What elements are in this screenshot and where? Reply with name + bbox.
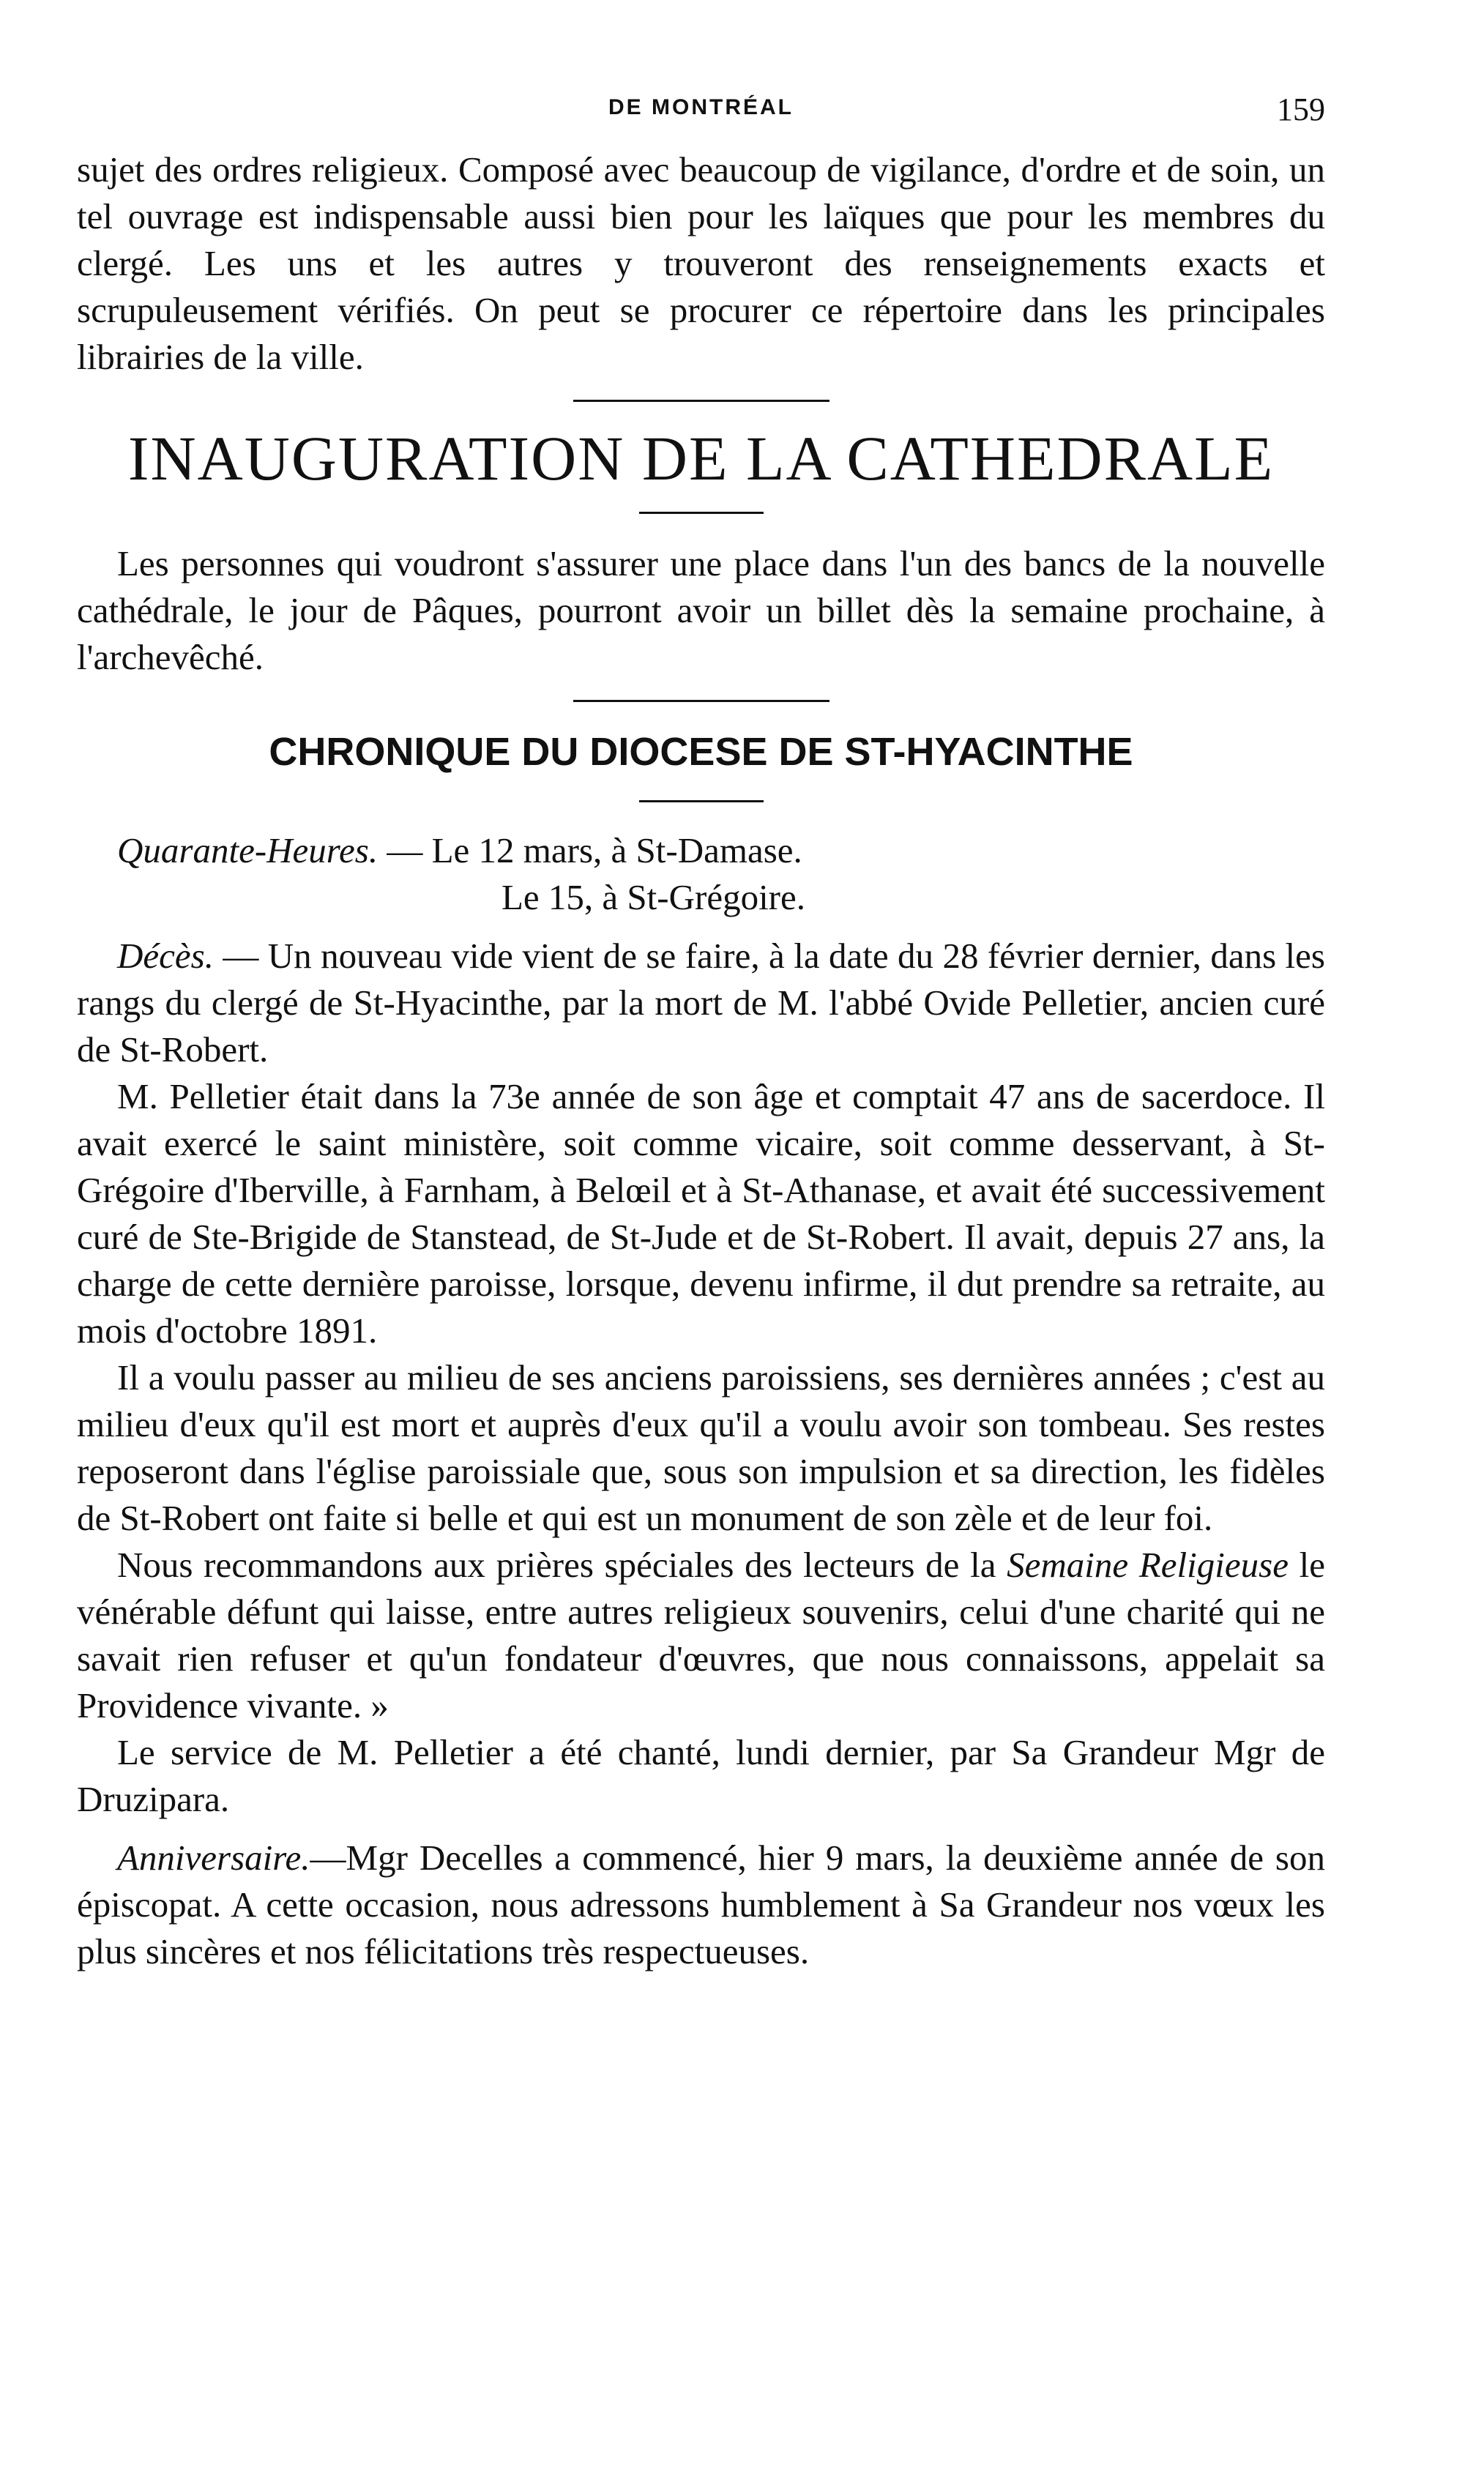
deces-paragraph-5: Le service de M. Pelletier a été chanté, lundi dernier, par Sa Grandeur Mgr de Druzipara. [77, 1732, 1325, 1819]
title-rule [639, 800, 764, 802]
deces-text-4b: le vénérable défunt qui laisse, entre autres religieux souvenirs, celui d'une charité qui ne savait rien refuser et qu'un fondateur d'œuvres, que nous connaissons, appelait sa Providence vivante. » [77, 1545, 1325, 1725]
deces-text-4a: Nous recommandons aux prières spéciales des lecteurs de la [117, 1545, 1007, 1585]
deces-text-1: — Un nouveau vide vient de se faire, à la date du 28 février dernier, dans les rangs du clergé de St-Hyacinthe, par la mort de M. l'abbé Ovide Pelletier, ancien curé de St-Robert. [77, 936, 1325, 1070]
title-rule [639, 512, 764, 514]
page-header [77, 88, 1325, 146]
quarante-heures-text-1: — Le 12 mars, à St-Damase. [378, 830, 802, 870]
deces-paragraph-2: M. Pelletier était dans la 73e année de son âge et comptait 47 ans de sacerdoce. Il avait exercé le saint ministère, soit comme vicaire, soit comme desservant, à St-Grégoire d'Iberville, à Farnham, à Belœil et à St-Athanase, et avait été successivement curé de Ste-Brigide de Stanstead, de St-Jude et de St-Robert. Il avait, depuis 27 ans, la charge de cette dernière paroisse, lorsque, devenu infirme, il dut prendre sa retraite, au mois d'octobre 1891. [77, 1076, 1325, 1351]
running-head: DE MONTRÉAL [608, 95, 794, 119]
anniversaire-label: Anniversaire. [117, 1838, 310, 1878]
document-page [77, 88, 1325, 1975]
section-rule [573, 700, 829, 702]
section-rule [573, 400, 829, 402]
deces-paragraph-1 [77, 933, 1325, 1073]
anniversaire-text: —Mgr Decelles a commencé, hier 9 mars, la deuxième année de son épiscopat. A cette occasion, nous adressons humblement à Sa Grandeur nos vœux les plus sincères et nos félicitations très respectueuses. [77, 1838, 1325, 1971]
inauguration-paragraph: Les personnes qui voudront s'assurer une place dans l'un des bancs de la nouvelle cathédrale, le jour de Pâques, pourront avoir un billet dès la semaine prochaine, à l'archevêché. [77, 543, 1325, 677]
deces-paragraph-4 [77, 1542, 1325, 1729]
intro-paragraph: sujet des ordres religieux. Composé avec beaucoup de vigilance, d'ordre et de soin, un tel ouvrage est indispensable aussi bien pour les laïques que pour les membres du clergé. Les uns et les autres y trouveront des renseignements exacts et scrupuleusement vérifiés. On peut se procurer ce répertoire dans les principales librairies de la ville. [77, 149, 1325, 377]
quarante-heures-line-1 [77, 827, 1325, 874]
deces-label: Décès. [117, 936, 214, 976]
quarante-heures-line-2: Le 15, à St-Grégoire. [501, 877, 805, 917]
semaine-religieuse-title: Semaine Religieuse [1007, 1545, 1289, 1585]
anniversaire-paragraph [77, 1835, 1325, 1975]
quarante-heures-label: Quarante-Heures. [117, 830, 379, 870]
page-number: 159 [1277, 92, 1325, 127]
chronique-title: CHRONIQUE DU DIOCESE DE ST-HYACINTHE [269, 730, 1133, 774]
inauguration-title: INAUGURATION DE LA CATHEDRALE [127, 423, 1275, 493]
deces-paragraph-3: Il a voulu passer au milieu de ses anciens paroissiens, ses dernières années ; c'est au milieu d'eux qu'il est mort et auprès d'eux qu'il a voulu avoir son tombeau. Ses restes reposeront dans l'église paroissiale que, sous son impulsion et sa direction, les fidèles de St-Robert ont faite si belle et qui est un monument de son zèle et de leur foi. [77, 1357, 1325, 1538]
